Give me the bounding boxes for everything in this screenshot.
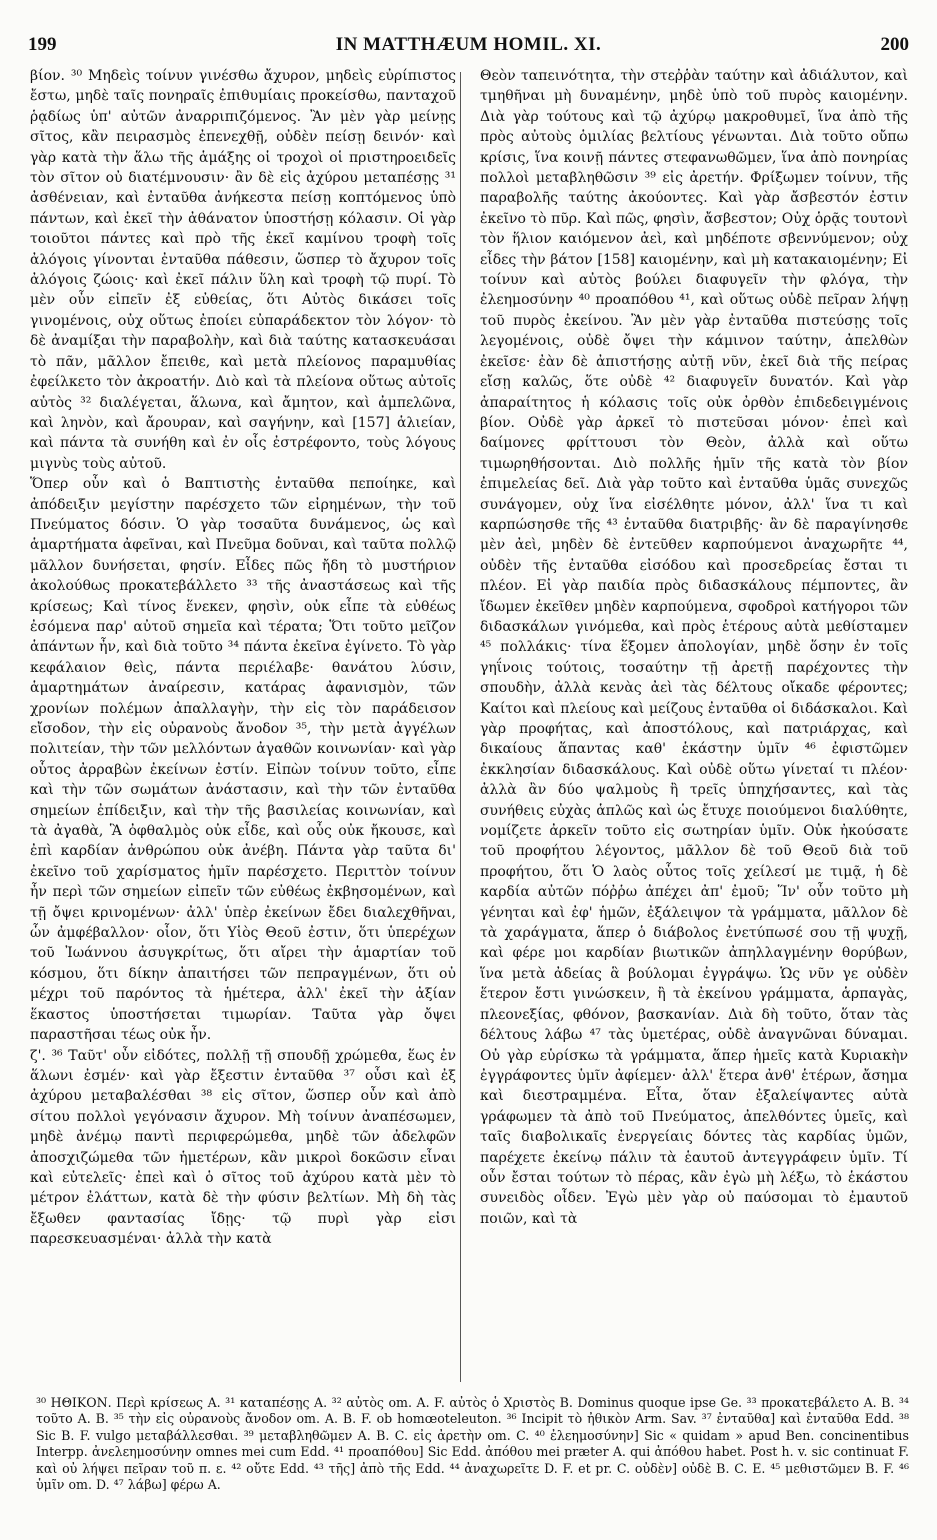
page-number-right: 200 [880, 34, 909, 55]
column-divider [460, 72, 461, 1382]
paragraph: Θεὸν ταπεινότητα, τὴν στεῤῥὰν ταύτην καὶ ἀδιάλυτον, καὶ τμηθῆναι μὴ δυναμένην, μηδὲ ὑπὸ τοῦ πυρὸς καιομένην. Διὰ γὰρ τούτους καὶ τῷ ἀχύρῳ μακροθυμεῖ, ἵνα ἀπὸ τῆς πρὸς αὐτοὺς ὁμιλίας βελτίους γένωνται. Διὰ τοῦτο οὔπω κρίσις, ἵνα κοινῇ πάντες στεφανωθῶμεν, ἵνα ἀπὸ πονηρίας πολλοὶ μεταβληθῶσιν ³⁹ εἰς ἀρετήν. Φρίξωμεν τοίνυν, τῆς παραβολῆς ταύτης ἀκούοντες. Καὶ γὰρ ἄσβεστόν ἐστιν ἐκεῖνο τὸ πῦρ. Καὶ πῶς, φησὶν, ἄσβεστον; Οὐχ ὁρᾷς τουτονὶ τὸν ἥλιον καιόμενον ἀεὶ, καὶ μηδέποτε σβεννύμενον; οὐχ εἶδες τὴν βάτον [158] καιομένην, καὶ μὴ κατακαιομένην; Εἰ τοίνυν καὶ αὐτὸς βούλει διαφυγεῖν τὴν φλόγα, τὴν ἐλεημοσύνην ⁴⁰ προαπόθου ⁴¹, καὶ οὕτως οὐδὲ πεῖραν λήψῃ τοῦ πυρὸς ἐκείνου. Ἂν μὲν γὰρ ἐνταῦθα πιστεύσῃς τοῖς λεγομένοις, οὐδὲ ὄψει τὴν κάμινον ταύτην, ἀπελθὼν ἐκεῖσε· ἐὰν δὲ ἀπιστήσῃς αὐτῇ νῦν, ἐκεῖ διὰ τῆς πείρας εἴσῃ καλῶς, ὅτε οὐδὲ ⁴² διαφυγεῖν δυνατόν. Καὶ γὰρ ἀπαραίτητος ἡ κόλασις τοῖς οὐκ ὀρθὸν ἐπιδεδειγμένοις βίον. Οὐδὲ γὰρ ἀρκεῖ τὸ πιστεῦσαι μόνον· ἐπεὶ καὶ δαίμονες φρίττουσι τὸν Θεὸν, ἀλλὰ καὶ οὕτω τιμωρηθήσονται. Διὸ πολλῆς ἡμῖν τῆς κατὰ τὸν βίον ἐπιμελείας δεῖ. Διὰ γὰρ τοῦτο καὶ ἐνταῦθα ὑμᾶς συνεχῶς συνάγομεν, οὐχ ἵνα εἰσέλθητε μόνον, ἀλλ' ἵνα τι καὶ καρπώσησθε τῆς ⁴³ ἐνταῦθα διατριβῆς· ἂν δὲ παραγίνησθε μὲν ἀεὶ, μηδὲν δὲ ἐντεῦθεν καρπούμενοι ἀναχωρῆτε ⁴⁴, οὐδὲν τῆς ἐνταῦθα εἰσόδου καὶ προσεδρείας ἔσται τι πλέον. Εἰ γὰρ παιδία πρὸς διδασκάλους πέμποντες, ἂν ἴδωμεν ἐκεῖθεν μηδὲν καρπούμενα, σφοδροὶ κατήγοροι τῶν διδασκάλων γινόμεθα, καὶ πρὸς ἑτέρους αὐτὰ μεθίσταμεν ⁴⁵ πολλάκις· τίνα ἕξομεν ἀπολογίαν, μηδὲ ὅσην ἐν τοῖς γηΐνοις τούτοις, τοσαύτην τῇ ἀρετῇ παρέχοντες τὴν σπουδὴν, ἀλλὰ κενὰς ἀεὶ τὰς δέλτους οἴκαδε φέροντες; Καίτοι καὶ πλείους καὶ μείζους ἐνταῦθα οἱ διδάσκαλοι. Καὶ γὰρ προφήτας, καὶ ἀποστόλους, καὶ πατριάρχας, καὶ δικαίους ἅπαντας καθ' ἑκάστην ὑμῖν ⁴⁶ ἐφιστῶμεν ἐκκλησίαν διδασκάλους. Καὶ οὐδὲ οὕτω γίνεταί τι πλέον· ἀλλὰ ἂν δύο ψαλμοὺς ἢ τρεῖς ὑπηχήσαντες, καὶ τὰς συνήθεις εὐχὰς ἁπλῶς καὶ ὡς ἔτυχε ποιούμενοι διαλύθητε, νομίζετε ἀρκεῖν τοῦτο εἰς σωτηρίαν ὑμῖν. Οὐκ ἠκούσατε τοῦ προφήτου λέγοντος, μᾶλλον δὲ τοῦ Θεοῦ διὰ τοῦ προφήτου, ὅτι Ὁ λαὸς οὗτος τοῖς χείλεσί με τιμᾷ, ἡ δὲ καρδία αὐτῶν πόῤῥω ἀπέχει ἀπ' ἐμοῦ; Ἵν' οὖν τοῦτο μὴ γένηται καὶ ἐφ' ἡμῶν, ἐξάλειψον τὰ γράμματα, μᾶλλον δὲ τὰ χαράγματα, ἅπερ ὁ διάβολος ἐνετύπωσέ σου τῇ ψυχῇ, καὶ φέρε μοι καρδίαν βιωτικῶν ἀπηλλαγμένην θορύβων, ἵνα μετὰ ἀδείας ἃ βούλομαι ἐγγράψω. Ὡς νῦν γε οὐδὲν ἕτερον ἔστι γινώσκειν, ἢ τὰ ἐκείνου γράμματα, ἁρπαγὰς, πλεονεξίας, φθόνον, βασκανίαν. Διὰ δὴ τοῦτο, ὅταν τὰς δέλτους λάβω ⁴⁷ τὰς ὑμετέρας, οὐδὲ ἀναγνῶναι δύναμαι. Οὐ γὰρ εὑρίσκω τὰ γράμματα, ἅπερ ἡμεῖς κατὰ Κυριακὴν ἐγγράφοντες ὑμῖν ἀφίεμεν· ἀλλ' ἕτερα ἀνθ' ἑτέρων, ἄσημα καὶ διεστραμμένα. Εἶτα, ὅταν ἐξαλείψαντες αὐτὰ γράφωμεν τὰ ἀπὸ τοῦ Πνεύματος, ἀπελθόντες ὑμεῖς, καὶ ταῖς διαβολικαῖς ἐνεργείαις δόντες τὰς καρδίας ὑμῶν, παρέχετε ἐκείνῳ πάλιν τὰ ἑαυτοῦ ἀντεγγράφειν ὑμῖν. Τί οὖν ἔσται τούτων τὸ πέρας, κἂν ἐγὼ μὴ λέξω, τὸ ἑκάστου συνειδὸς οἶδεν. Ἐγὼ μὲν γὰρ οὐ παύσομαι τὸ ἐμαυτοῦ ποιῶν, καὶ τὰ [480, 68, 908, 1227]
running-title: IN MATTHÆUM HOMIL. XI. [335, 34, 602, 55]
paragraph: Ὅπερ οὖν καὶ ὁ Βαπτιστὴς ἐνταῦθα πεποίηκε, καὶ ἀπόδειξιν μεγίστην παρέσχετο τῶν εἰρημένων, τὴν τοῦ Πνεύματος δόσιν. Ὁ γὰρ τοσαῦτα δυνάμενος, ὡς καὶ ἁμαρτήματα ἀφεῖναι, καὶ Πνεῦμα δοῦναι, καὶ ταῦτα πολλῷ μᾶλλον δυνήσεται, φησίν. Εἶδες πῶς ἤδη τὸ μυστήριον ἀκολούθως προκατεβάλλετο ³³ τῆς ἀναστάσεως καὶ τῆς κρίσεως; Καὶ τίνος ἕνεκεν, φησὶν, οὐκ εἶπε τὰ εὐθέως ἐσόμενα παρ' αὐτοῦ σημεῖα καὶ τέρατα; Ὅτι τοῦτο μεῖζον ἁπάντων ἦν, καὶ διὰ τοῦτο ³⁴ πάντα ἐκεῖνα ἐγίνετο. Τὸ γὰρ κεφάλαιον θεὶς, πάντα περιέλαβε· θανάτου λύσιν, ἁμαρτημάτων ἀναίρεσιν, κατάρας ἀφανισμὸν, τῶν χρονίων πολέμων ἀπαλλαγὴν, τὴν εἰς τὸν παράδεισον εἴσοδον, τὴν εἰς οὐρανοὺς ἄνοδον ³⁵, τὴν μετὰ ἀγγέλων πολιτείαν, τὴν τῶν μελλόντων ἀγαθῶν κοινωνίαν· καὶ γὰρ οὗτος ἀρραβὼν ἐκείνων ἐστίν. Εἰπὼν τοίνυν τοῦτο, εἶπε καὶ τὴν τῶν σωμάτων ἀνάστασιν, καὶ τὴν τῶν ἐνταῦθα σημείων ἐπίδειξιν, καὶ τὴν τῆς βασιλείας κοινωνίαν, καὶ τὰ ἀγαθὰ, Ἃ ὀφθαλμὸς οὐκ εἶδε, καὶ οὖς οὐκ ἤκουσε, καὶ ἐπὶ καρδίαν ἀνθρώπου οὐκ ἀνέβη. Πάντα γὰρ ταῦτα δι' ἐκεῖνο τοῦ χαρίσματος ἡμῖν παρέσχετο. Περιττὸν τοίνυν ἦν περὶ τῶν σημείων εἰπεῖν τῶν εὐθέως ἐκβησομένων, καὶ τῇ ὄψει κρινομένων· ἀλλ' ὑπὲρ ἐκείνων ἔδει διαλεχθῆναι, ὧν ἀμφέβαλλον· οἷον, ὅτι Υἱὸς Θεοῦ ἐστιν, ὅτι ὑπερέχων τοῦ Ἰωάννου ἀσυγκρίτως, ὅτι αἴρει τὴν ἁμαρτίαν τοῦ κόσμου, ὅτι δίκην ἀπαιτήσει τῶν πεπραγμένων, ὅτι οὐ μέχρι τοῦ παρόντος τὰ ἡμέτερα, ἀλλ' ἐκεῖ τὴν ἀξίαν ἕκαστος ὑποστήσεται τιμωρίαν. Ταῦτα γὰρ ὄψει παραστῆσαι τέως οὐκ ἦν. [30, 476, 456, 1044]
paragraph: βίον. ³⁰ Μηδεὶς τοίνυν γινέσθω ἄχυρον, μηδεὶς εὐρίπιστος ἔστω, μηδὲ ταῖς πονηραῖς ἐπιθυμίαις προκείσθω, πανταχοῦ ῥᾳδίως ὑπ' αὐτῶν ἀναρριπιζόμενος. Ἂν μὲν γὰρ μείνῃς σῖτος, κἂν πειρασμὸς ἐπενεχθῇ, οὐδὲν πείσῃ δεινόν· καὶ γὰρ κατὰ τὴν ἅλω τῆς ἁμάξης οἱ τροχοὶ οἱ πριστηροειδεῖς τὸν σῖτον οὐ διατέμνουσιν· ἂν δὲ εἰς ἀχύρου μεταπέσῃς ³¹ ἀσθένειαν, καὶ ἐνταῦθα ἀνήκεστα πείσῃ κοπτόμενος ὑπὸ πάντων, καὶ ἐκεῖ τὴν ἀθάνατον ὑποστήσῃ κόλασιν. Οἱ γὰρ τοιοῦτοι πάντες καὶ πρὸ τῆς ἐκεῖ καμίνου τροφὴ τοῖς ἀλόγοις γίνονται ἐνταῦθα πάθεσιν, ὥσπερ τὸ ἄχυρον τοῖς ἀλόγοις ζώοις· καὶ ἐκεῖ πάλιν ὕλη καὶ τροφὴ τῷ πυρί. Τὸ μὲν οὖν εἰπεῖν ἐξ εὐθείας, ὅτι Αὐτὸς δικάσει τοῖς γινομένοις, οὐχ οὕτως ἐποίει εὐπαράδεκτον τὸν λόγον· τὸ δὲ ἀναμίξαι τὴν παραβολὴν, καὶ διὰ ταύτης κατασκευάσαι τὸ πᾶν, μᾶλλον ἔπειθε, καὶ μετὰ πλείονος παραμυθίας ἐφείλκετο τὸν ἀκροατήν. Διὸ καὶ τὰ πλείονα οὕτως αὐτοῖς αὐτὸς ³² διαλέγεται, ἅλωνα, καὶ ἄμητον, καὶ ἀμπελῶνα, καὶ ληνὸν, καὶ ἄρουραν, καὶ σαγήνην, καὶ [157] ἁλιείαν, καὶ πάντα τὰ συνήθη καὶ ἐν οἷς ἐστρέφοντο, τοὺς λόγους μιγνὺς τοὺς αὐτοῦ. [30, 68, 456, 472]
footnotes [36, 1395, 909, 1493]
paragraph: ζ'. ³⁶ Ταῦτ' οὖν εἰδότες, πολλῇ τῇ σπουδῇ χρώμεθα, ἕως ἐν ἅλωνι ἐσμέν· καὶ γὰρ ἔξεστιν ἐνταῦθα ³⁷ οὖσι καὶ ἐξ ἀχύρου μεταβαλέσθαι ³⁸ εἰς σῖτον, ὥσπερ οὖν καὶ ἀπὸ σίτου πολλοὶ γεγόνασιν ἄχυρον. Μὴ τοίνυν ἀναπέσωμεν, μηδὲ ἀνέμῳ παντὶ περιφερώμεθα, μηδὲ τῶν ἀδελφῶν ἀποσχιζώμεθα τῶν ἡμετέρων, κἂν μικροὶ δοκῶσιν εἶναι καὶ εὐτελεῖς· ἐπεὶ καὶ ὁ σῖτος τοῦ ἀχύρου κατὰ μὲν τὸ μέτρον ἐλάττων, κατὰ δὲ τὴν φύσιν βελτίων. Μὴ δὴ τὰς ἔξωθεν φαντασίας ἴδῃς· τῷ πυρὶ γὰρ εἰσι παρεσκευασμέναι· ἀλλὰ τὴν κατὰ [30, 1047, 456, 1248]
right-column [480, 66, 908, 1229]
left-column [30, 66, 456, 1250]
page-number-left: 199 [28, 34, 57, 55]
running-header [28, 34, 909, 60]
footnote-block: ³⁰ ΗΘΙΚΟΝ. Περὶ κρίσεως A. ³¹ καταπέσῃς A. ³² αὐτὸς om. A. F. αὐτὸς ὁ Χριστὸς B. Dominus quoque ipse Ge. ³³ προκατεβάλετο A. B. ³⁴ τοῦτο A. B. ³⁵ τὴν εἰς οὐρανοὺς ἄνοδον om. A. B. F. ob homœoteleuton. ³⁶ Incipit τὸ ἠθικὸν Arm. Sav. ³⁷ ἐνταῦθα] καὶ ἐνταῦθα Edd. ³⁸ Sic B. F. vulgo μεταβάλλεσθαι. ³⁹ μεταβληθῶμεν A. B. C. εἰς ἀρετὴν om. C. ⁴⁰ ἐλεημοσύνην] Sic « quidam » apud Ben. concinentibus Interpp. ἀνελεημοσύνην omnes mei cum Edd. ⁴¹ προαπόθου] Sic Edd. ἀπόθου mei præter A. qui ἀπόθου habet. Post h. v. sic continuat F. καὶ οὐ λήψει πεῖραν τοῦ π. ε. ⁴² οὔτε Edd. ⁴³ τῆς] ἀπὸ τῆς Edd. ⁴⁴ ἀναχωρεῖτε D. F. et pr. C. οὐδὲν] οὐδὲ B. C. E. ⁴⁵ μεθιστῶμεν B. F. ⁴⁶ ὑμῖν om. D. ⁴⁷ λάβω] φέρω A. [36, 1395, 909, 1493]
